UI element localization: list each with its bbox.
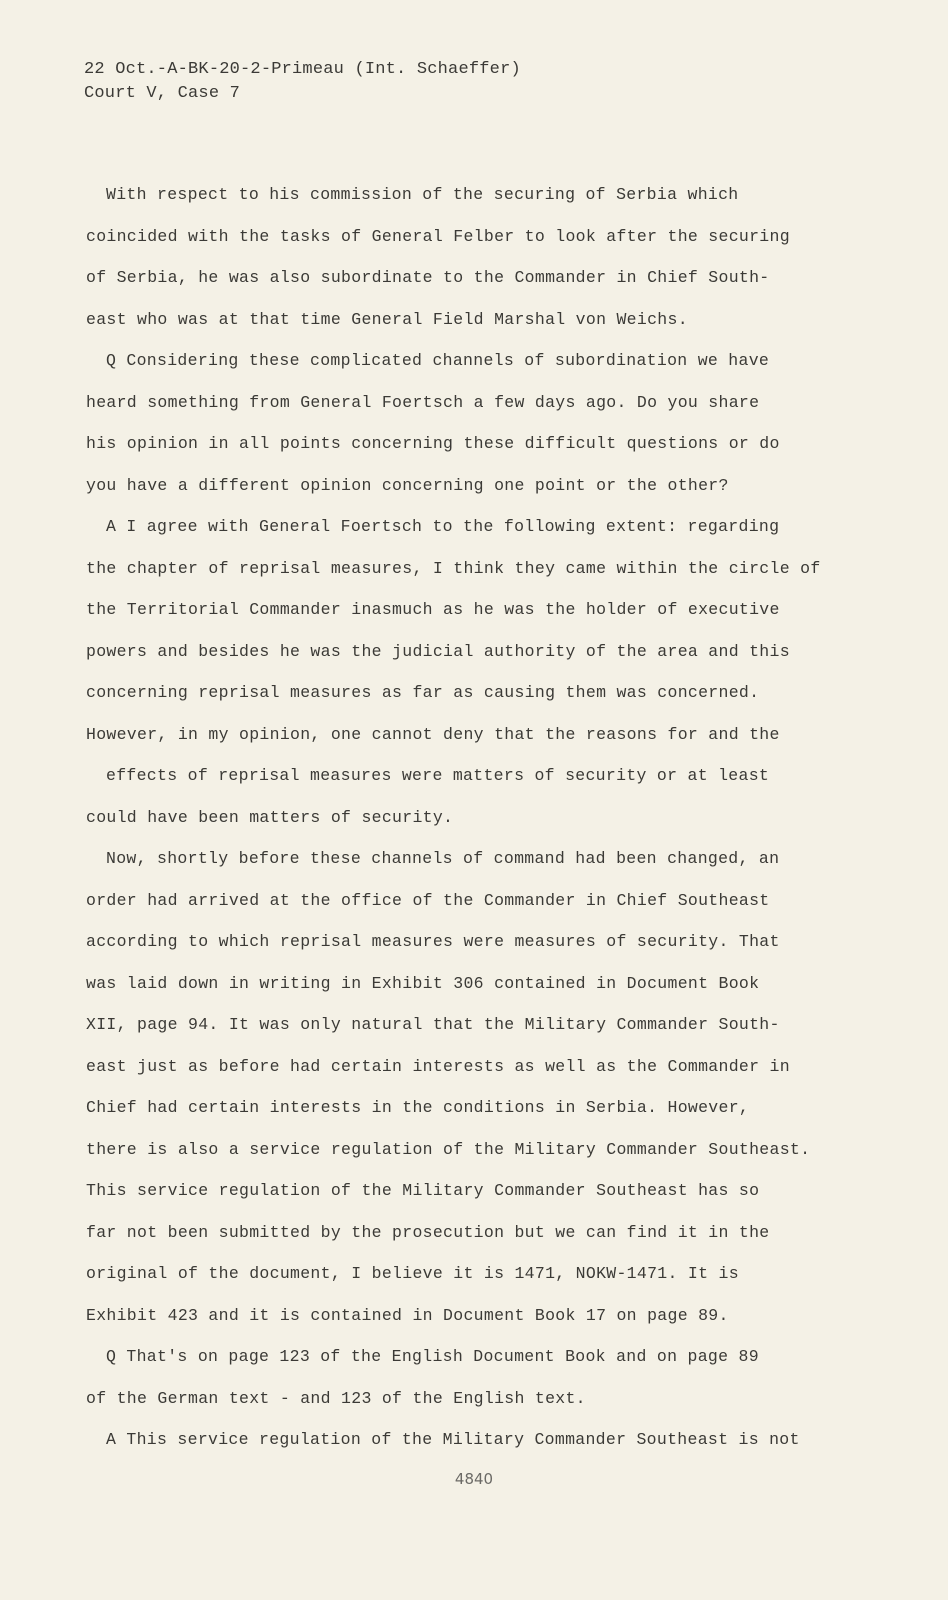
transcript-line: Q Considering these complicated channels of subordination we have	[106, 351, 770, 370]
transcript-line: Chief had certain interests in the conditions in Serbia. However,	[86, 1098, 750, 1117]
transcript-line: his opinion in all points concerning these difficult questions or do	[86, 434, 780, 453]
transcript-line: order had arrived at the office of the Commander in Chief Southeast	[86, 890, 770, 910]
transcript-body	[86, 174, 846, 1461]
transcript-line: effects of reprisal measures were matters of security or at least	[106, 766, 770, 785]
transcript-line: original of the document, I believe it is 1471, NOKW-1471. It is	[86, 1264, 739, 1283]
transcript-line: you have a different opinion concerning one point or the other?	[86, 475, 729, 495]
transcript-line: coincided with the tasks of General Felber to look after the securing	[86, 226, 790, 246]
transcript-line: Exhibit 423 and it is contained in Document Book 17 on page 89.	[86, 1305, 729, 1325]
transcript-line: of the German text - and 123 of the English text.	[86, 1388, 586, 1408]
transcript-line: east who was at that time General Field Marshal von Weichs.	[86, 309, 688, 329]
header-reference-line: 22 Oct.-A-BK-20-2-Primeau (Int. Schaeffer)	[84, 60, 521, 79]
transcript-line: XII, page 94. It was only natural that the Military Commander South-	[86, 1015, 780, 1034]
document-header	[84, 58, 521, 106]
transcript-line: the Territorial Commander inasmuch as he was the holder of executive	[86, 600, 780, 619]
transcript-line: of Serbia, he was also subordinate to the Commander in Chief South-	[86, 268, 770, 287]
transcript-line: However, in my opinion, one cannot deny that the reasons for and the	[86, 724, 780, 744]
transcript-line: concerning reprisal measures as far as causing them was concerned.	[86, 683, 760, 702]
transcript-line: the chapter of reprisal measures, I think they came within the circle of	[86, 558, 821, 578]
transcript-line: Q That's on page 123 of the English Document Book and on page 89	[106, 1347, 759, 1366]
transcript-line: This service regulation of the Military Commander Southeast has so	[86, 1181, 760, 1200]
transcript-line: according to which reprisal measures were measures of security. That	[86, 932, 780, 951]
page-number: 4840	[454, 1470, 494, 1488]
transcript-line: Now, shortly before these channels of command had been changed, an	[106, 849, 780, 868]
transcript-line: A I agree with General Foertsch to the following extent: regarding	[106, 517, 780, 536]
transcript-line: heard something from General Foertsch a few days ago. Do you share	[86, 392, 760, 412]
transcript-line: far not been submitted by the prosecution but we can find it in the	[86, 1222, 770, 1242]
transcript-line: there is also a service regulation of the Military Commander Southeast.	[86, 1139, 811, 1159]
transcript-line: powers and besides he was the judicial authority of the area and this	[86, 641, 790, 661]
transcript-line: was laid down in writing in Exhibit 306 contained in Document Book	[86, 973, 760, 993]
transcript-line: east just as before had certain interests as well as the Commander in	[86, 1056, 790, 1076]
transcript-line: A This service regulation of the Military Commander Southeast is not	[106, 1430, 800, 1449]
header-court-line: Court V, Case 7	[84, 84, 241, 103]
transcript-line: could have been matters of security.	[86, 807, 454, 827]
transcript-line: With respect to his commission of the securing of Serbia which	[106, 185, 739, 204]
